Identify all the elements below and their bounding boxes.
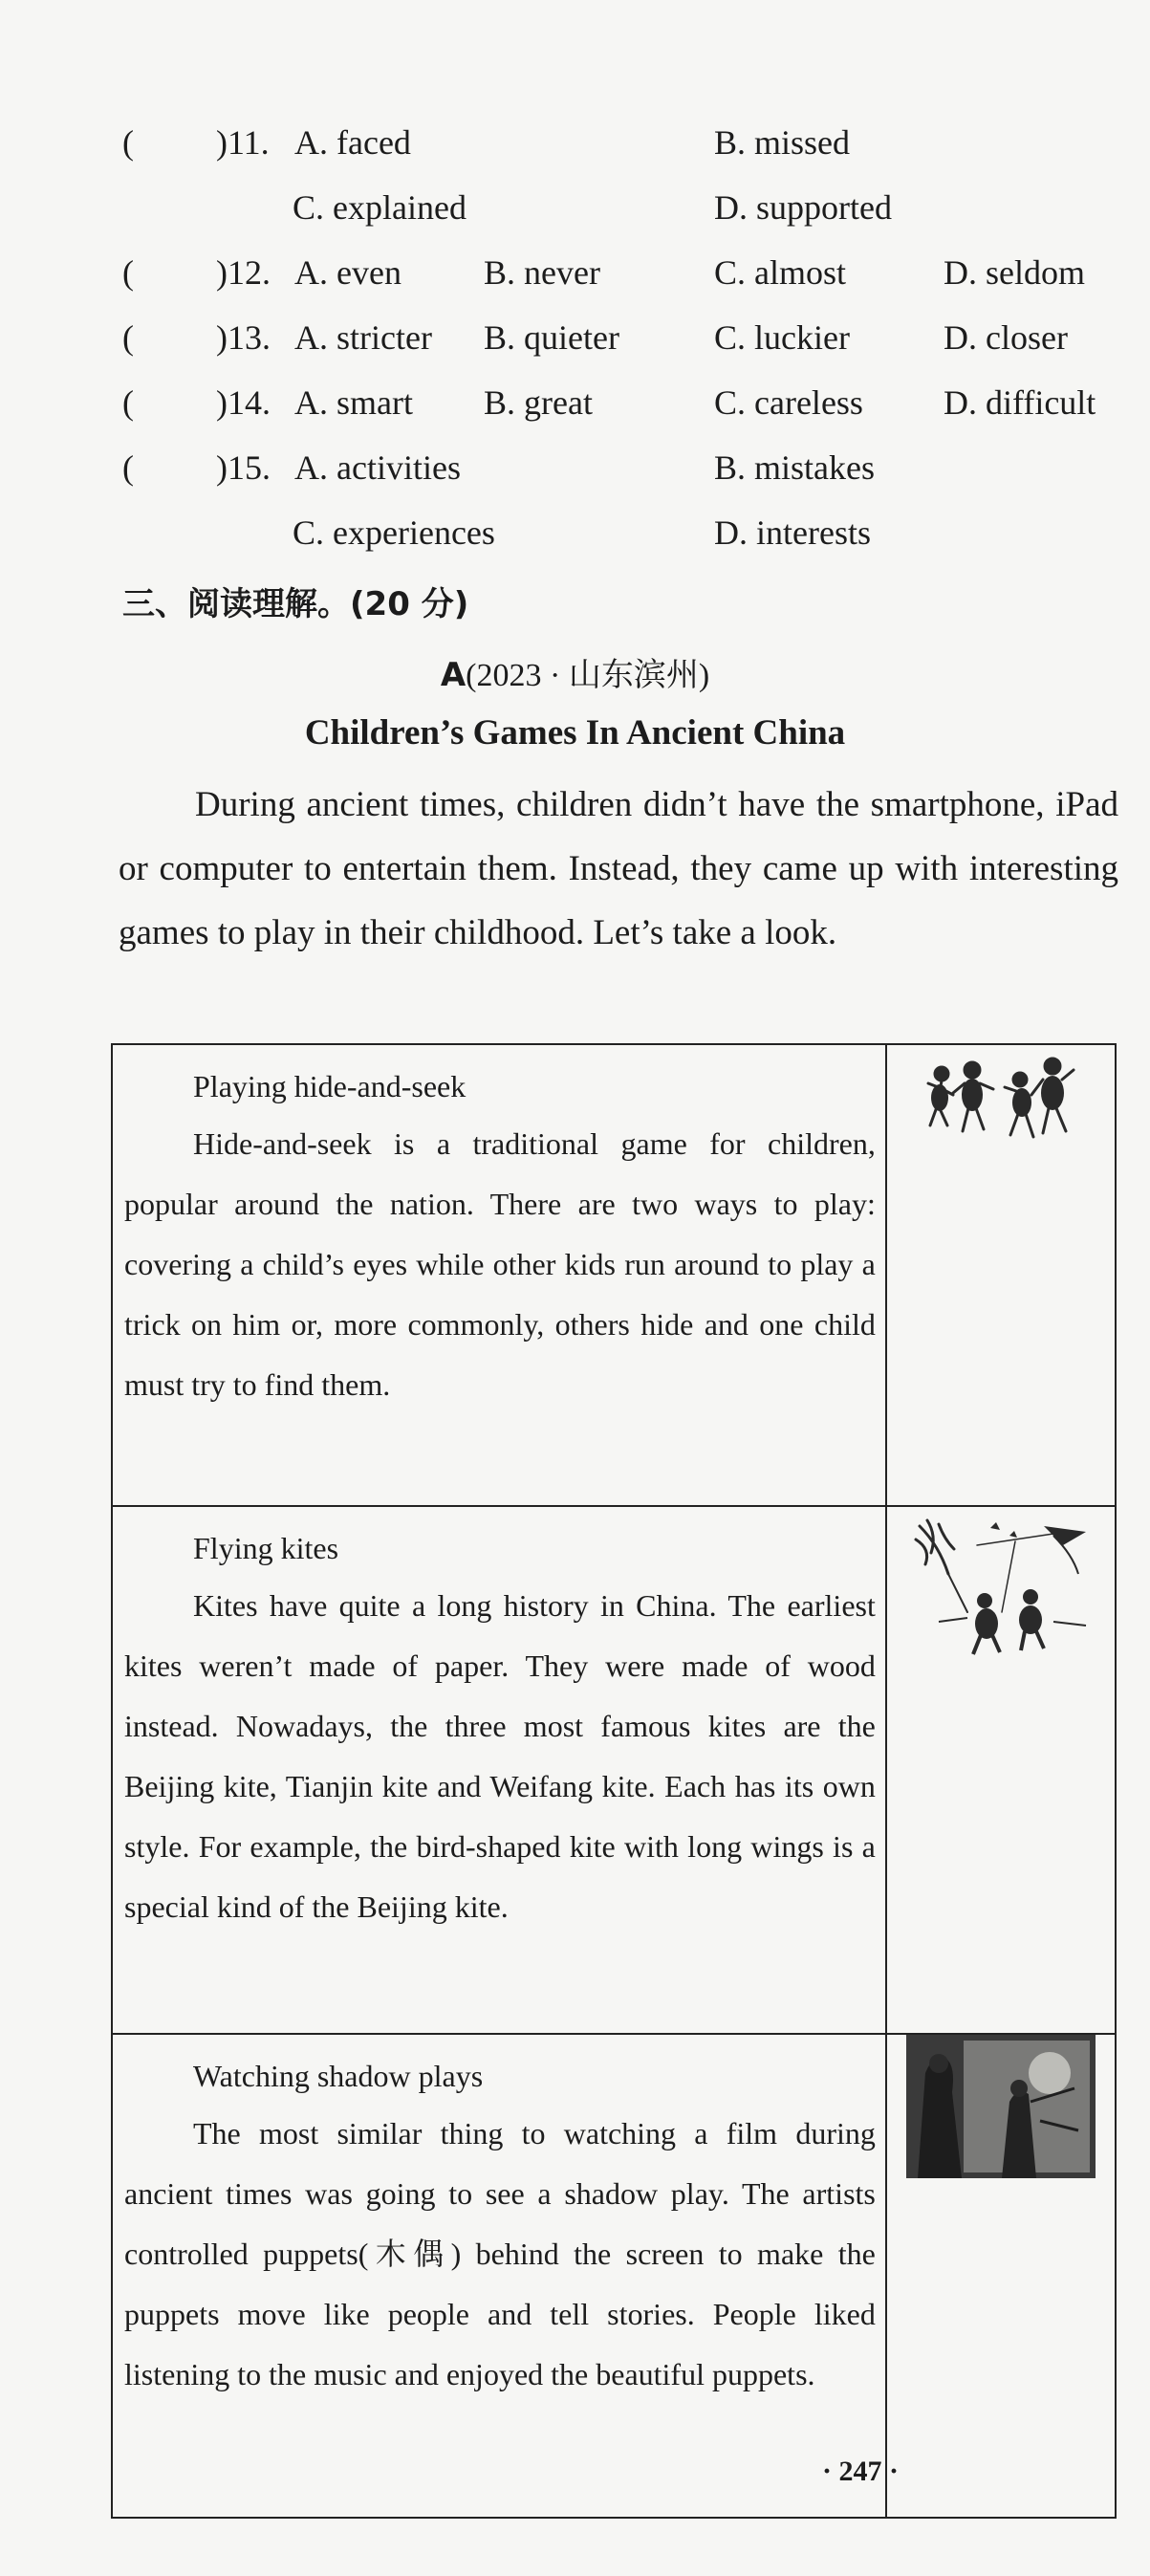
table-row	[112, 1506, 1116, 2034]
question-number: )11.	[216, 123, 270, 162]
game-title: Flying kites	[193, 1531, 339, 1565]
section-heading: 三、阅读理解。(20 分)	[122, 585, 469, 623]
option-a: A. activities	[294, 448, 461, 487]
question-15-second-line	[0, 513, 1150, 570]
table-row	[112, 2034, 1116, 2518]
table-row	[112, 1044, 1116, 1506]
game-image-cell	[886, 1506, 1116, 2034]
option-a: A. smart	[294, 383, 413, 422]
question-number: )12.	[216, 253, 271, 292]
answer-paren: (	[122, 383, 134, 422]
option-a: A. stricter	[294, 318, 432, 357]
answer-paren: (	[122, 123, 134, 162]
option-d: D. seldom	[944, 253, 1085, 292]
option-b: B. great	[484, 383, 593, 422]
children-playing-illustration	[924, 1045, 1077, 1150]
option-c: C. careless	[714, 383, 863, 422]
question-13	[0, 317, 1150, 375]
option-d: D. supported	[714, 188, 892, 227]
option-b: B. quieter	[484, 318, 619, 357]
game-text-cell	[112, 1506, 886, 2034]
question-number: )15.	[216, 448, 271, 487]
kite-flying-illustration	[910, 1507, 1092, 1660]
game-description: The most similar thing to watching a film during ancient times was going to see a shadow play. The artists controlled puppets(木偶) behind the screen to make the puppets move like people and tell stories. People liked listening to the music and enjoyed the beautiful puppets.	[124, 2116, 876, 2391]
page-number: · 247 ·	[822, 2456, 900, 2487]
game-text-cell	[112, 1044, 886, 1506]
option-d: D. closer	[944, 318, 1068, 357]
option-c: C. luckier	[714, 318, 850, 357]
game-title: Watching shadow plays	[193, 2059, 484, 2093]
game-description: Kites have quite a long history in China. The earliest kites weren’t made of paper. They were made of wood instead. Nowadays, the three most famous kites are the Beijing kite, Tianjin kite and Weifang kite. Each has its own style. For example, the bird-shaped kite with long wings is a special kind of the Beijing kite.	[124, 1588, 876, 1924]
option-b: B. missed	[714, 123, 851, 162]
question-15	[0, 448, 1150, 505]
question-11-second-line	[0, 187, 1150, 245]
game-description: Hide-and-seek is a traditional game for children, popular around the nation. There are two ways to play: covering a child’s eyes while other kids run around to play a trick on him or, more commonly, others hide and one child must try to find them.	[124, 1126, 876, 1402]
option-d: D. difficult	[944, 383, 1096, 422]
option-a: A. faced	[294, 123, 411, 162]
option-b: B. never	[484, 253, 600, 292]
game-title: Playing hide-and-seek	[193, 1069, 467, 1103]
option-c: C. almost	[714, 253, 847, 292]
option-c: C. explained	[293, 188, 467, 227]
passage-origin: (2023 · 山东滨州)	[466, 658, 710, 693]
passage-title: Children’s Games In Ancient China	[304, 713, 846, 753]
question-number: )14.	[216, 383, 271, 422]
passage-label: A	[440, 656, 467, 694]
answer-paren: (	[122, 318, 134, 357]
shadow-play-photo	[906, 2035, 1096, 2178]
option-d: D. interests	[714, 513, 871, 552]
game-text-cell	[112, 2034, 886, 2518]
question-12	[0, 252, 1150, 310]
option-b: B. mistakes	[714, 448, 875, 487]
question-14	[0, 382, 1150, 440]
intro-paragraph	[119, 773, 1118, 965]
option-c: C. experiences	[293, 513, 495, 552]
passage-source	[0, 648, 1150, 695]
question-11	[0, 122, 1150, 180]
game-image-cell	[886, 2034, 1116, 2518]
intro-text: During ancient times, children didn’t have the smartphone, iPad or computer to entertain them. Instead, they came up with interesting games to play in their childhood. Let’s take a look.	[119, 785, 1118, 952]
games-table	[111, 1043, 1117, 2519]
option-a: A. even	[294, 253, 401, 292]
answer-paren: (	[122, 253, 134, 292]
game-image-cell	[886, 1044, 1116, 1506]
question-number: )13.	[216, 318, 271, 357]
answer-paren: (	[122, 448, 134, 487]
